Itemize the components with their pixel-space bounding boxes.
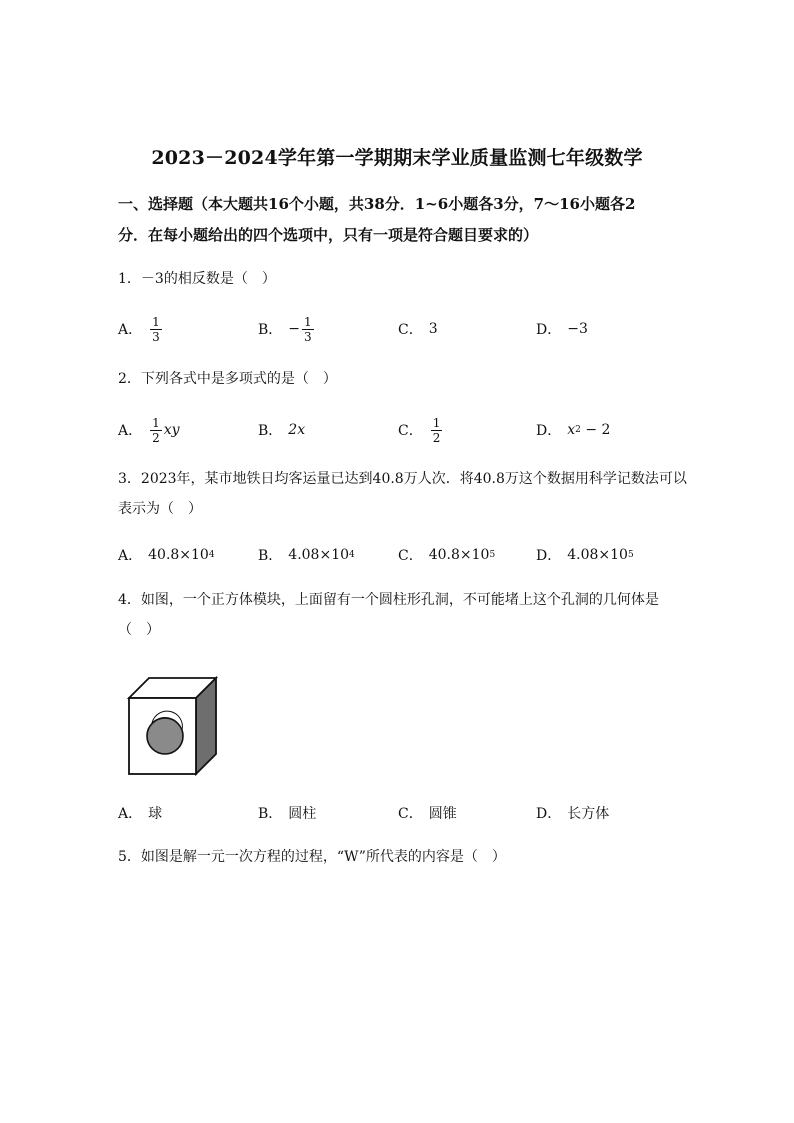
option-label: B． [258,423,283,439]
minus-sign: − [288,321,301,337]
option-c [398,309,438,349]
denominator: 2 [432,430,441,445]
option-label: A． [118,548,143,564]
section-heading-line-2: 分．在每小题给出的四个选项中，只有一项是符合题目要求的） [118,226,539,244]
option-a [118,793,162,833]
question-4-stem-line-1: 4．如图，一个正方体模块，上面留有一个圆柱形孔洞，不可能堵上这个孔洞的几何体是 [118,592,659,608]
option-label: D． [536,423,562,439]
option-value: 3 [428,321,438,337]
numerator: 1 [432,415,441,430]
question-2-stem: 2．下列各式中是多项式的是（ ） [118,371,337,387]
option-label: A． [118,423,143,439]
option-label: D． [536,806,562,822]
option-value: 圆柱 [288,806,317,822]
page-title: 2023－2024学年第一学期期末学业质量监测七年级数学 [151,147,643,169]
variable-term: xy [163,422,180,438]
numerator: 1 [304,314,312,329]
question-2-options [118,410,718,450]
denominator: 3 [152,329,160,344]
option-c [398,793,457,833]
option-value: 2x [288,422,306,438]
option-d [536,535,634,575]
cylindrical-hole [147,718,183,754]
option-value: 4.08×10 [288,547,350,563]
section-heading-line-1: 一、选择题（本大题共16个小题，共38分．1~6小题各3分，7～16小题各2 [118,195,636,213]
question-1-stem: 1．－3的相反数是（ ） [118,271,276,287]
option-label: D． [536,322,562,338]
option-label: B． [258,548,283,564]
fraction [302,315,314,344]
option-value: 圆锥 [428,806,457,822]
option-c [398,535,495,575]
denominator: 2 [152,430,160,445]
remainder: − 2 [580,422,611,438]
question-3-stem-line-1: 3．2023年，某市地铁日均客运量已达到40.8万人次．将40.8万这个数据用科学记数法可以 [118,471,687,487]
question-3-stem [118,464,698,524]
base: x [567,422,576,438]
exponent: 4 [208,550,215,560]
denominator: 3 [304,329,312,344]
option-value: 4.08×10 [567,547,628,563]
option-d [536,309,588,349]
option-a [118,535,215,575]
exponent: 2 [575,425,581,435]
question-4-stem-line-2: （ ） [118,622,160,638]
option-value: 40.8×10 [428,547,490,563]
fraction [431,416,443,445]
cube-with-hole-figure [125,674,221,778]
section-heading [118,189,698,251]
numerator: 1 [152,415,160,430]
option-label: D． [536,548,562,564]
option-d [536,410,610,450]
fraction [150,315,162,344]
question-1-options [118,309,718,349]
question-3-stem-line-2: 表示为（ ） [118,501,202,517]
question-4-options [118,793,718,833]
option-label: A． [118,322,143,338]
option-label: C． [398,322,423,338]
option-value: 40.8×10 [148,547,209,563]
option-value: 长方体 [567,806,610,822]
option-value: −3 [567,321,588,337]
exponent: 5 [489,550,496,560]
option-label: B． [258,806,283,822]
option-label: A． [118,806,143,822]
option-label: B． [258,322,283,338]
option-a [118,309,164,349]
option-a [118,410,180,450]
option-b [258,535,355,575]
option-c [398,410,444,450]
option-label: C． [398,423,423,439]
option-value: 球 [148,806,163,822]
question-5-stem: 5．如图是解一元一次方程的过程，“W”所代表的内容是（ ） [118,849,506,865]
question-4-stem [118,585,698,645]
fraction [150,416,162,445]
question-3-options [118,535,718,575]
exponent: 5 [627,550,634,560]
exponent: 4 [349,550,355,560]
option-b [258,410,305,450]
option-d [536,793,609,833]
option-b [258,793,316,833]
numerator: 1 [152,314,160,329]
option-b [258,309,316,349]
option-label: C． [398,806,423,822]
option-label: C． [398,548,423,564]
